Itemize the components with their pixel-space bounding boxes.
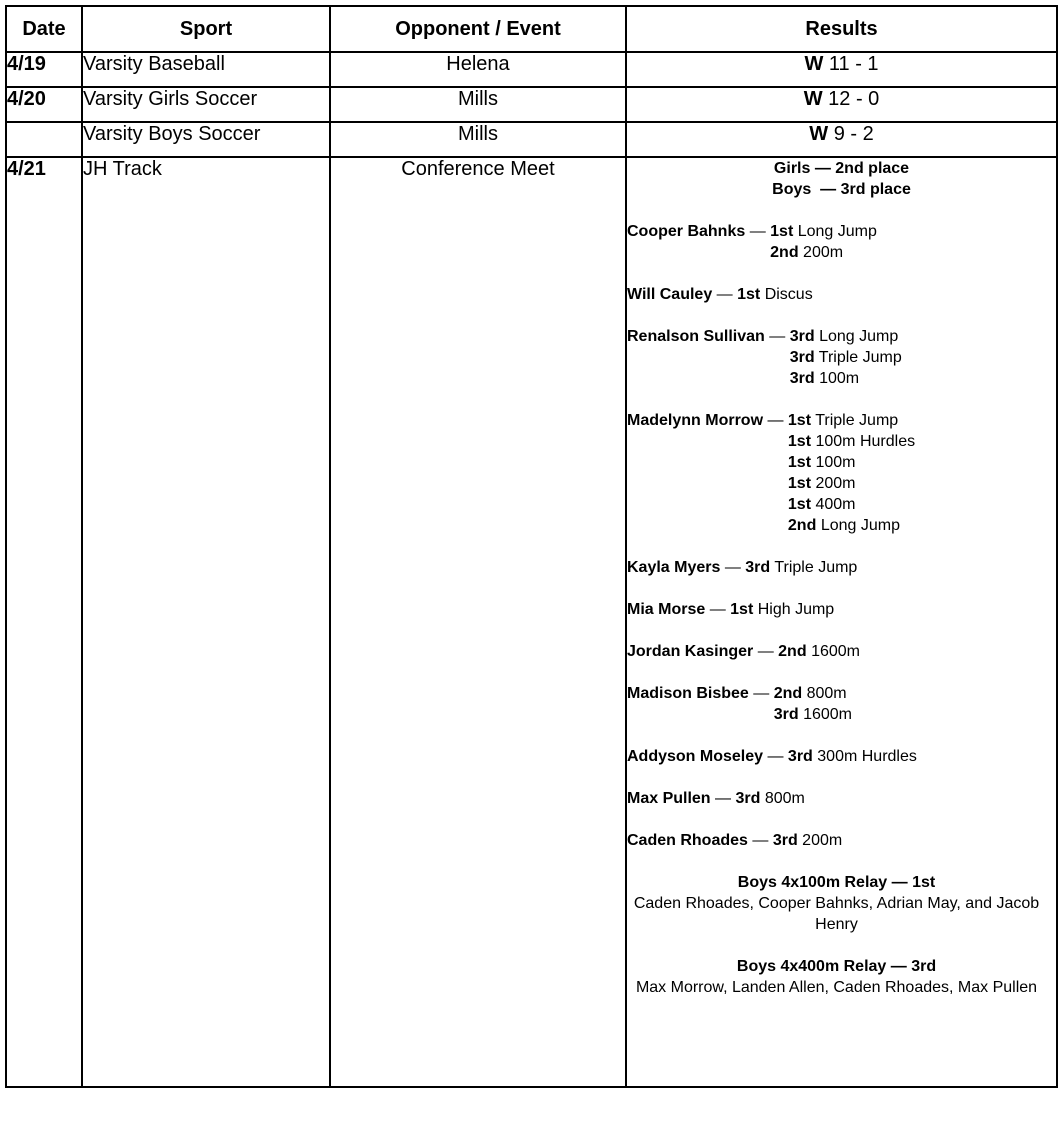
relay-members: Max Morrow, Landen Allen, Caden Rhoades, Max Pullen	[635, 979, 1038, 996]
table-row	[6, 122, 1057, 157]
athlete-name: Kayla Myers	[627, 559, 721, 576]
event-name: Triple Jump	[815, 412, 899, 429]
placement: 3rd	[787, 748, 813, 765]
athlete-entry	[627, 746, 1056, 767]
athlete-result-line	[627, 641, 1056, 662]
row-sport: Varsity Baseball	[82, 52, 330, 87]
placement: 2nd	[778, 643, 807, 660]
event-name: Long Jump	[797, 223, 877, 240]
placement: 1st	[787, 454, 812, 471]
placement: 1st	[787, 412, 812, 429]
placement: 1st	[787, 433, 812, 450]
event-name: High Jump	[757, 601, 835, 618]
placement: 2nd	[773, 685, 803, 702]
header-opponent: Opponent / Event	[330, 6, 626, 52]
athlete-name: Addyson Moseley	[627, 748, 764, 765]
girls-placement: Girls — 2nd place	[773, 160, 910, 177]
event-name: Triple Jump	[774, 559, 858, 576]
athlete-result-line	[627, 284, 1056, 305]
athlete-result-line	[627, 494, 1056, 515]
header-date: Date	[6, 6, 82, 52]
event-name: 200m	[815, 475, 856, 492]
row-date: 4/19	[6, 52, 82, 87]
header-results: Results	[626, 6, 1057, 52]
row-sport: Varsity Boys Soccer	[82, 122, 330, 157]
row-date	[6, 122, 82, 157]
athlete-name: Cooper Bahnks	[627, 223, 746, 240]
athlete-result-line	[627, 704, 1056, 725]
placement: 3rd	[772, 832, 798, 849]
header-row	[6, 6, 1057, 52]
row-opponent: Helena	[330, 52, 626, 87]
athlete-name: Mia Morse	[627, 601, 706, 618]
result-score: 12 - 0	[828, 88, 880, 110]
athlete-result-line	[627, 746, 1056, 767]
athlete-result-line	[627, 515, 1056, 536]
relay-members: Caden Rhoades, Cooper Bahnks, Adrian May, and Jacob Henry	[633, 895, 1040, 933]
relay-title: Boys 4x100m Relay — 1st	[737, 874, 936, 891]
placement: 3rd	[773, 706, 799, 723]
team-summary	[627, 158, 1056, 200]
placement: 1st	[737, 286, 761, 303]
athlete-entry	[627, 641, 1056, 662]
athlete-entry	[627, 410, 1056, 536]
event-name: 200m	[803, 244, 844, 261]
placement: 3rd	[789, 349, 815, 366]
relay-entry	[627, 872, 1046, 935]
separator: —	[748, 685, 774, 702]
placement: 1st	[787, 496, 812, 513]
row-opponent: Conference Meet	[330, 157, 626, 1087]
athlete-result-line	[627, 221, 1056, 242]
separator: —	[710, 790, 736, 807]
event-name: 200m	[802, 832, 843, 849]
separator: —	[747, 832, 773, 849]
event-name: 800m	[806, 685, 847, 702]
row-date: 4/20	[6, 87, 82, 122]
row-opponent: Mills	[330, 122, 626, 157]
separator: —	[763, 748, 788, 765]
athlete-result-line	[627, 557, 1056, 578]
athlete-result-line	[627, 368, 1056, 389]
separator: —	[753, 643, 779, 660]
row-result	[626, 87, 1057, 122]
event-name: 800m	[764, 790, 805, 807]
athlete-result-line	[627, 599, 1056, 620]
separator: —	[712, 286, 738, 303]
separator: —	[720, 559, 746, 576]
separator: —	[763, 412, 788, 429]
athlete-name: Madelynn Morrow	[627, 412, 764, 429]
athlete-result-line	[627, 683, 1056, 704]
athlete-result-line	[627, 410, 1056, 431]
placement: 3rd	[789, 370, 815, 387]
relay-results	[627, 872, 1056, 998]
athlete-name: Caden Rhoades	[627, 832, 748, 849]
result-wl: W	[803, 88, 823, 110]
athlete-entry	[627, 326, 1056, 389]
athlete-result-line	[627, 830, 1056, 851]
athlete-result-line	[627, 347, 1056, 368]
result-score: 11 - 1	[828, 53, 879, 75]
placement: 1st	[787, 475, 812, 492]
row-result	[626, 52, 1057, 87]
table-row	[6, 157, 1057, 1087]
event-name: 1600m	[811, 643, 860, 660]
athlete-entry	[627, 221, 1056, 263]
track-results	[626, 157, 1057, 1087]
placement: 1st	[730, 601, 754, 618]
placement: 2nd	[770, 244, 799, 261]
event-name: Triple Jump	[818, 349, 902, 366]
athlete-name: Will Cauley	[627, 286, 713, 303]
athlete-name: Renalson Sullivan	[627, 328, 765, 345]
athlete-result-line	[627, 326, 1056, 347]
athlete-name: Max Pullen	[627, 790, 711, 807]
placement: 3rd	[745, 559, 771, 576]
athlete-result-line	[627, 788, 1056, 809]
results-table	[5, 5, 1058, 1088]
table-row	[6, 87, 1057, 122]
athlete-entry	[627, 830, 1056, 851]
athlete-results	[627, 221, 1056, 851]
row-sport: JH Track	[82, 157, 330, 1087]
table-row	[6, 52, 1057, 87]
row-result	[626, 122, 1057, 157]
athlete-result-line	[627, 242, 1056, 263]
placement: 1st	[770, 223, 794, 240]
result-wl: W	[804, 53, 824, 75]
athlete-name: Madison Bisbee	[627, 685, 749, 702]
athlete-entry	[627, 557, 1056, 578]
athlete-entry	[627, 788, 1056, 809]
event-name: Long Jump	[820, 517, 900, 534]
relay-entry	[627, 956, 1046, 998]
event-name: 300m Hurdles	[817, 748, 917, 765]
athlete-entry	[627, 683, 1056, 725]
separator: —	[705, 601, 731, 618]
athlete-entry	[627, 599, 1056, 620]
event-name: Discus	[764, 286, 813, 303]
event-name: Long Jump	[819, 328, 899, 345]
result-wl: W	[809, 123, 829, 145]
athlete-result-line	[627, 452, 1056, 473]
row-date: 4/21	[6, 157, 82, 1087]
event-name: 100m Hurdles	[815, 433, 916, 450]
athlete-result-line	[627, 473, 1056, 494]
event-name: 100m	[815, 454, 856, 471]
placement: 3rd	[789, 328, 815, 345]
header-sport: Sport	[82, 6, 330, 52]
row-opponent: Mills	[330, 87, 626, 122]
event-name: 400m	[815, 496, 856, 513]
separator: —	[764, 328, 790, 345]
separator: —	[745, 223, 771, 240]
result-score: 9 - 2	[833, 123, 874, 145]
athlete-result-line	[627, 431, 1056, 452]
relay-title: Boys 4x400m Relay — 3rd	[736, 958, 937, 975]
placement: 3rd	[735, 790, 761, 807]
event-name: 1600m	[803, 706, 852, 723]
athlete-name: Jordan Kasinger	[627, 643, 754, 660]
athlete-entry	[627, 284, 1056, 305]
placement: 2nd	[787, 517, 817, 534]
event-name: 100m	[819, 370, 860, 387]
boys-placement: Boys — 3rd place	[772, 181, 911, 198]
row-sport: Varsity Girls Soccer	[82, 87, 330, 122]
